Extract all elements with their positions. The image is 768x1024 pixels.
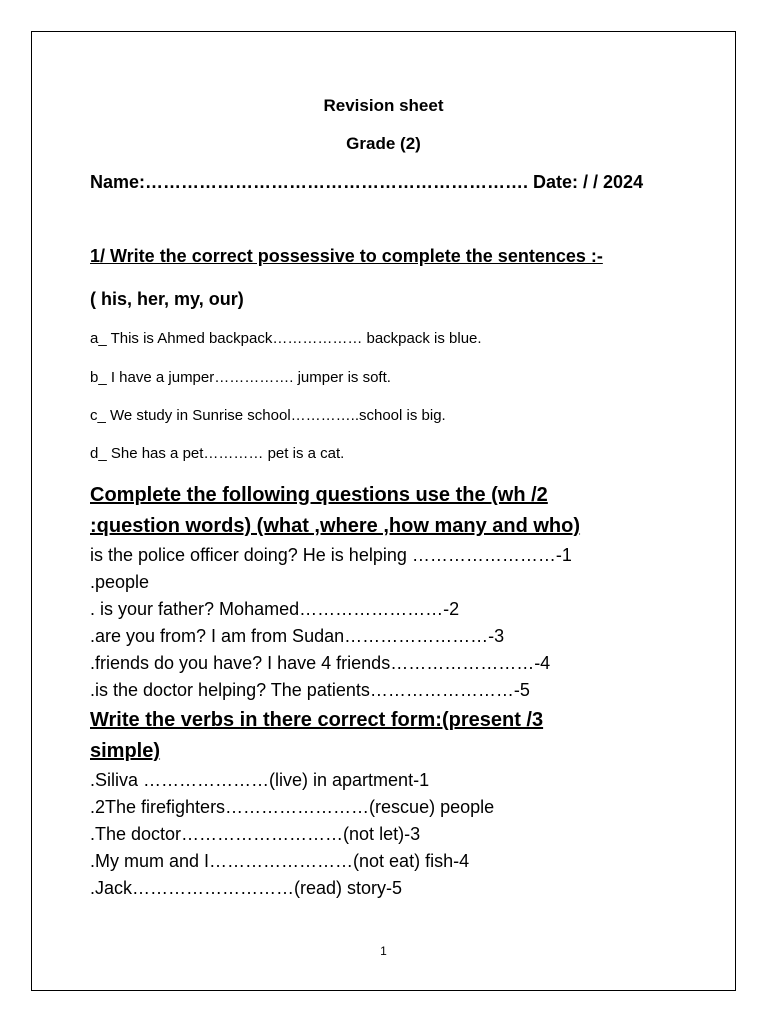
- section3-item-2: .2The firefighters……………………(rescue) people: [90, 797, 495, 817]
- section3-heading-line2: simple): [90, 740, 161, 762]
- section2-heading-line1: Complete the following questions use the (wh /2: [90, 484, 548, 506]
- section2-item-5: .is the doctor helping? The patients……………………-5: [90, 680, 530, 700]
- section1-options: ( his, her, my, our): [90, 289, 244, 309]
- section2-item-2: . is your father? Mohamed……………………-2: [90, 599, 460, 619]
- section3-heading-line1: Write the verbs in there correct form:(present /3: [90, 709, 544, 731]
- section1-item-b: b_ I have a jumper……………. jumper is soft.: [90, 369, 391, 386]
- section2-item-4: .friends do you have? I have 4 friends……………………-4: [90, 653, 551, 673]
- section2-item-1: is the police officer doing? He is helping ……………………-1: [90, 545, 572, 565]
- section1-heading: 1/ Write the correct possessive to complete the sentences :-: [90, 246, 603, 266]
- section3-item-4: .My mum and I……………………(not eat) fish-4: [90, 851, 470, 871]
- section2-item-3: .are you from? I am from Sudan……………………-3: [90, 626, 505, 646]
- section2-heading-line2: :question words) (what ,where ,how many and who): [90, 515, 581, 537]
- section1-item-d: d_ She has a pet………… pet is a cat.: [90, 445, 345, 462]
- section3-item-5: .Jack………………………(read) story-5: [90, 878, 403, 898]
- grade-label: Grade (2): [346, 134, 421, 153]
- page-number: 1: [380, 944, 387, 958]
- section2-item-1-cont: .people: [90, 572, 150, 592]
- section3-item-1: .Siliva …………………(live) in apartment-1: [90, 770, 430, 790]
- document-title: Revision sheet: [323, 96, 444, 115]
- section3-item-3: .The doctor………………………(not let)-3: [90, 824, 421, 844]
- section1-item-c: c_ We study in Sunrise school…………..school is big.: [90, 407, 446, 424]
- document-page: [31, 31, 736, 991]
- section1-item-a: a_ This is Ahmed backpack……………… backpack is blue.: [90, 330, 482, 347]
- name-date-line: Name:………………………………………………………. Date: / / 2024: [90, 172, 644, 192]
